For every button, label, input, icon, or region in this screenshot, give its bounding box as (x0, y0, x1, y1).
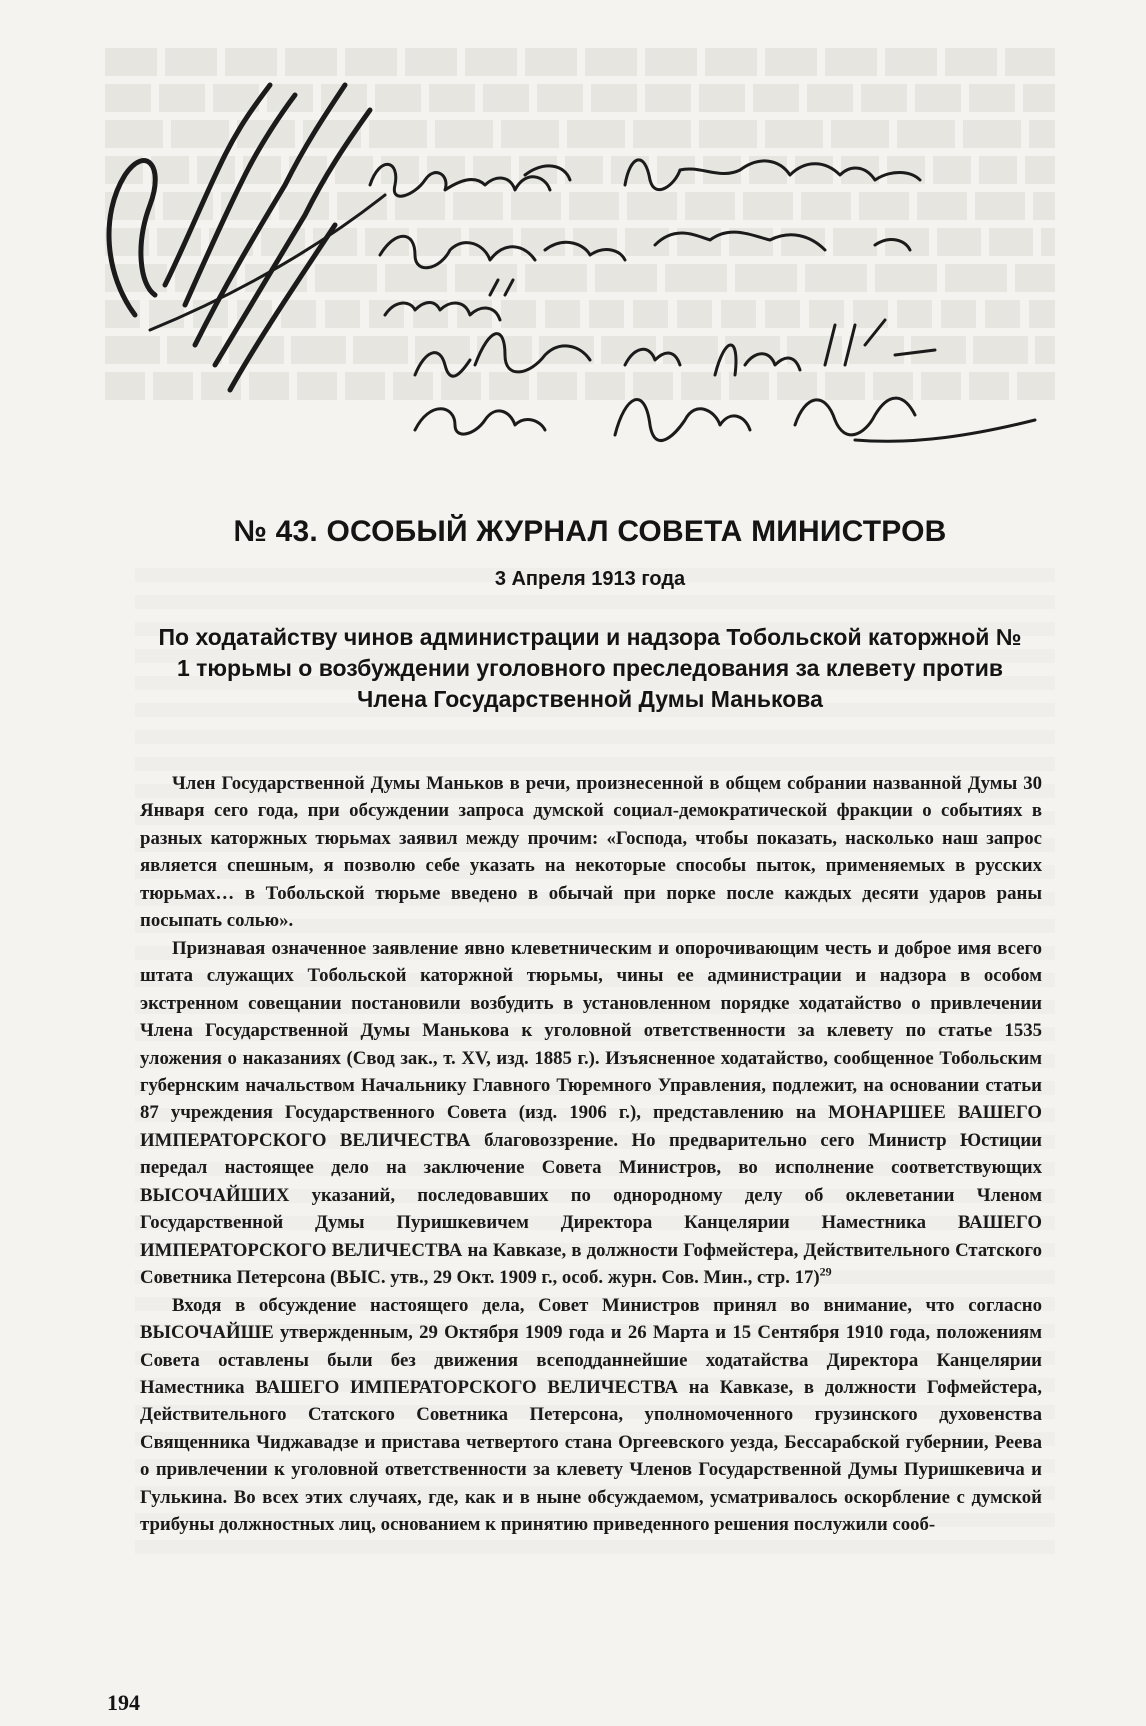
margin-signature-stroke (109, 85, 370, 390)
handwritten-resolution (95, 45, 1055, 485)
document-date: 3 Апреля 1913 года (494, 568, 686, 590)
footnote-reference: 29 (819, 1264, 832, 1279)
paragraph: Член Государственной Думы Маньков в речи, произнесенной в общем собрании названной Думы 30 Января сего года, при обсуждении запроса думской социал-демократической фракции о событиях в разных каторжных тюрьмах заявил между прочим: «Господа, чтобы показать, насколько наш запрос является спешным, я позволю себе указать на некоторые способы пыток, применяемых в русских тюрьмах… в Тобольской тюрьме введено в обычай при порке после каждых десяти ударов раны посыпать солью». (140, 773, 1042, 932)
paragraph: Входя в обсуждение настоящего дела, Совет Министров принял во внимание, что согласно ВЫСОЧАЙШЕ утвержденным, 29 Октября 1909 года и 26 Марта и 15 Сентября 1910 года, положениям Совета оставлены были без движения всеподданнейшие ходатайства Директора Канцелярии Наместника ВАШЕГО ИМПЕРАТОРСКОГО ВЕЛИЧЕСТВА на Кавказе, в должности Гофмейстера, Действительного Статского Советника Петерсона, уполномоченного грузинского духовенства Священника Чиджавадзе и пристава четвертого стана Оргеевского уезда, Бессарабской губернии, Реева о привлечении к уголовной ответственности за клевету Членов Государственной Думы Пуришкевича и Гулькина. Во всех этих случаях, где, как и в ныне обсуждаемом, усматривалось оскорбление с думской трибуны должностных лиц, основанием к принятию приведенного решения послужили сооб- (140, 1294, 1042, 1536)
page-number: 194 (107, 1690, 140, 1715)
resolution-lines-ink (370, 160, 1035, 441)
body-text (140, 770, 1042, 1539)
paragraph (140, 935, 1042, 1292)
paragraph-text: Признавая означенное заявление явно клеветническим и опорочивающим честь и доброе имя всего штата служащих Тобольской каторжной тюрьмы, чины ее администрации и надзора в особом экстренном совещании постановили возбудить в установленном порядке ходатайство о привлечении Члена Государственной Думы Манькова к уголовной ответственности за клевету по статье 1535 уложения о наказаниях (Свод зак., т. XV, изд. 1885 г.). Изъясненное ходатайство, сообщенное Тобольским губернским начальством Начальнику Главного Тюремного Управления, подлежит, на основании статьи 87 учреждения Государственного Совета (изд. 1906 г.), представлению на МОНАРШЕЕ ВАШЕГО ИМПЕРАТОРСКОГО ВЕЛИЧЕСТВА благовоззрение. Но предварительно сего Министр Юстиции передал настоящее дело на заключение Совета Министров, во исполнение соответствующих ВЫСОЧАЙШИХ указаний, последовавших по однородному делу об оклеветании Членом Государственной Думы Пуришкевичем Директора Канцелярии Наместника ВАШЕГО ИМПЕРАТОРСКОГО ВЕЛИЧЕСТВА на Кавказе, в должности Гофмейстера, Действительного Статского Советника Петерсона (ВЫС. утв., 29 Окт. 1909 г., особ. журн. Сов. Мин., стр. 17) (140, 937, 1042, 1289)
document-title: № 43. ОСОБЫЙ ЖУРНАЛ СОВЕТА МИНИСТРОВ (233, 515, 947, 548)
document-subject: По ходатайству чинов администрации и надзора Тобольской каторжной № 1 тюрьмы о возбуждении уголовного преследования за клевету против Члена Государственной Думы Манькова (158, 624, 1022, 712)
